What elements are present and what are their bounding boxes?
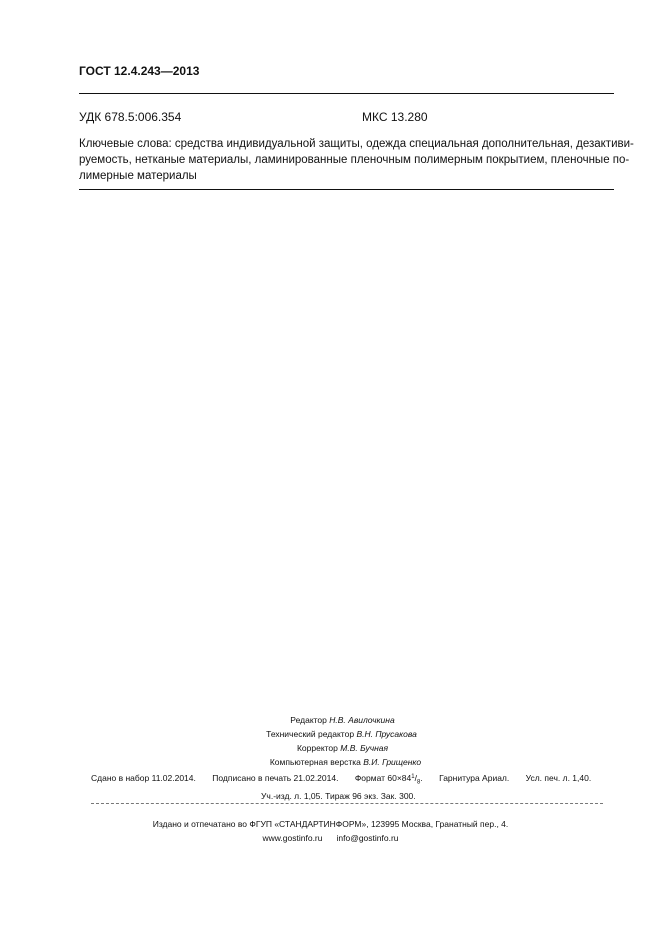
credit-name: М.В. Бучная <box>340 743 389 753</box>
keywords-block <box>79 136 634 184</box>
print-sheets: Усл. печ. л. 1,40. <box>525 773 592 783</box>
publication-line-1 <box>91 771 616 790</box>
credit-role: Редактор <box>290 715 327 725</box>
credit-name: В.И. Грищенко <box>363 757 422 767</box>
credit-editor <box>0 713 661 727</box>
keywords-divider <box>79 189 614 190</box>
keywords-line: руемость, нетканые материалы, ламинированные пленочным полимерным покрытием, пленочные по- <box>79 154 630 166</box>
mks-code: МКС 13.280 <box>362 110 428 124</box>
header-divider <box>79 93 614 94</box>
credit-role: Компьютерная верстка <box>269 757 361 767</box>
publication-line-2 <box>91 790 616 803</box>
credits-block <box>0 713 661 769</box>
edition-sheets: Уч.-изд. л. 1,05. <box>261 790 323 801</box>
sent-to-typeset: Сдано в набор 11.02.2014. <box>91 773 196 783</box>
credit-role: Технический редактор <box>266 729 355 739</box>
credit-layout <box>0 755 661 769</box>
credit-corrector <box>0 741 661 755</box>
keywords-line: Ключевые слова: средства индивидуальной защиты, одежда специальная дополнительная, дезактиви- <box>79 138 634 150</box>
signed-to-print: Подписано в печать 21.02.2014. <box>212 773 339 783</box>
imprint-line: Издано и отпечатано во ФГУП «СТАНДАРТИНФОРМ», 123995 Москва, Гранатный пер., 4. <box>152 819 509 829</box>
contacts-line <box>0 831 661 845</box>
standard-number: ГОСТ 12.4.243—2013 <box>79 64 200 78</box>
imprint-divider <box>91 803 603 804</box>
credit-name: Н.В. Авилочкина <box>329 715 395 725</box>
typeface: Гарнитура Ариал. <box>439 773 510 783</box>
order-number: Зак. 300. <box>380 790 416 801</box>
email-link[interactable]: info@gostinfo.ru <box>336 833 399 843</box>
credit-tech-editor <box>0 727 661 741</box>
publication-info <box>91 771 616 803</box>
udk-code: УДК 678.5:006.354 <box>79 110 182 124</box>
credit-name: В.Н. Прусакова <box>356 729 417 739</box>
keywords-line: лимерные материалы <box>79 170 197 182</box>
print-run: Тираж 96 экз. <box>325 790 379 801</box>
paper-format: Формат $60\times 84^1/_8$. <box>354 773 423 786</box>
website-link[interactable]: www.gostinfo.ru <box>262 833 323 843</box>
imprint-block <box>0 817 661 845</box>
credit-role: Корректор <box>296 743 338 753</box>
